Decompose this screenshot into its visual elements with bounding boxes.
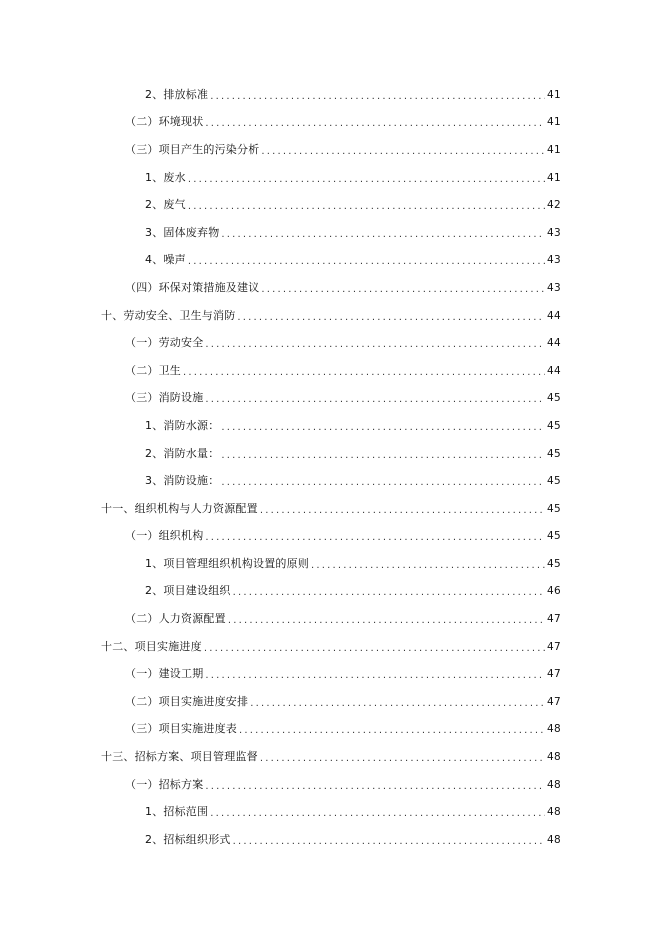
toc-entry-page-number: 48 bbox=[547, 751, 561, 764]
toc-dot-leader bbox=[228, 614, 545, 628]
toc-dot-leader bbox=[221, 421, 545, 435]
toc-entry[interactable] bbox=[0, 578, 662, 606]
toc-entry[interactable] bbox=[0, 826, 662, 854]
toc-dot-leader bbox=[205, 669, 545, 683]
toc-dot-leader bbox=[188, 255, 545, 269]
toc-entry[interactable] bbox=[0, 191, 662, 219]
toc-entry-page-number: 47 bbox=[547, 640, 561, 653]
toc-entry-title: （四）环保对策措施及建议 bbox=[125, 280, 260, 294]
toc-entry[interactable] bbox=[0, 440, 662, 468]
toc-entry-title: （二）环境现状 bbox=[125, 115, 204, 129]
table-of-contents bbox=[0, 81, 662, 854]
toc-dot-leader bbox=[221, 228, 545, 242]
toc-entry[interactable] bbox=[0, 136, 662, 164]
toc-entry-title: 1、废水 bbox=[145, 170, 186, 184]
toc-dot-leader bbox=[205, 338, 545, 352]
toc-entry-page-number: 44 bbox=[547, 337, 561, 350]
toc-dot-leader bbox=[239, 724, 545, 738]
toc-entry-page-number: 44 bbox=[547, 309, 561, 322]
toc-entry-title: 十、劳动安全、卫生与消防 bbox=[101, 308, 236, 322]
toc-entry-page-number: 45 bbox=[547, 530, 561, 543]
toc-entry-title: 2、排放标准 bbox=[145, 87, 209, 101]
toc-entry[interactable] bbox=[0, 495, 662, 523]
toc-entry-page-number: 41 bbox=[547, 88, 561, 101]
toc-entry[interactable] bbox=[0, 771, 662, 799]
toc-dot-leader bbox=[261, 283, 545, 297]
toc-entry[interactable] bbox=[0, 743, 662, 771]
toc-entry[interactable] bbox=[0, 164, 662, 192]
toc-entry[interactable] bbox=[0, 798, 662, 826]
toc-entry[interactable] bbox=[0, 412, 662, 440]
toc-dot-leader bbox=[188, 173, 545, 187]
toc-entry-page-number: 43 bbox=[547, 281, 561, 294]
toc-entry-title: 3、消防设施： bbox=[145, 474, 220, 488]
toc-entry-page-number: 41 bbox=[547, 171, 561, 184]
toc-dot-leader bbox=[260, 752, 545, 766]
toc-entry[interactable] bbox=[0, 247, 662, 275]
toc-entry-title: 3、固体废弃物 bbox=[145, 225, 220, 239]
toc-entry[interactable] bbox=[0, 523, 662, 551]
toc-entry-page-number: 48 bbox=[547, 778, 561, 791]
toc-entry-title: （二）人力资源配置 bbox=[125, 612, 226, 626]
toc-entry-page-number: 45 bbox=[547, 392, 561, 405]
toc-entry[interactable] bbox=[0, 357, 662, 385]
toc-entry-page-number: 45 bbox=[547, 502, 561, 515]
toc-entry[interactable] bbox=[0, 274, 662, 302]
toc-dot-leader bbox=[183, 366, 545, 380]
toc-entry[interactable] bbox=[0, 302, 662, 330]
toc-entry[interactable] bbox=[0, 605, 662, 633]
toc-entry-page-number: 48 bbox=[547, 833, 561, 846]
toc-entry-title: 2、项目建设组织 bbox=[145, 584, 231, 598]
toc-dot-leader bbox=[210, 807, 545, 821]
toc-entry-page-number: 41 bbox=[547, 116, 561, 129]
toc-entry-title: 4、噪声 bbox=[145, 253, 186, 267]
toc-dot-leader bbox=[233, 835, 545, 849]
toc-entry-title: （一）招标方案 bbox=[125, 777, 204, 791]
toc-entry-page-number: 45 bbox=[547, 475, 561, 488]
toc-entry-page-number: 45 bbox=[547, 419, 561, 432]
toc-entry-title: 1、招标范围 bbox=[145, 805, 209, 819]
toc-dot-leader bbox=[205, 531, 545, 545]
toc-dot-leader bbox=[221, 449, 545, 463]
toc-entry[interactable] bbox=[0, 385, 662, 413]
toc-entry-page-number: 42 bbox=[547, 199, 561, 212]
toc-entry[interactable] bbox=[0, 550, 662, 578]
toc-dot-leader bbox=[210, 90, 545, 104]
toc-entry-title: （三）项目产生的污染分析 bbox=[125, 142, 260, 156]
toc-entry-page-number: 48 bbox=[547, 723, 561, 736]
toc-entry-title: （一）建设工期 bbox=[125, 667, 204, 681]
toc-entry-page-number: 47 bbox=[547, 695, 561, 708]
toc-dot-leader bbox=[205, 393, 545, 407]
toc-dot-leader bbox=[205, 117, 545, 131]
toc-entry[interactable] bbox=[0, 688, 662, 716]
toc-entry-title: 2、废气 bbox=[145, 198, 186, 212]
toc-entry-page-number: 43 bbox=[547, 226, 561, 239]
toc-entry[interactable] bbox=[0, 633, 662, 661]
toc-entry-title: 十二、项目实施进度 bbox=[101, 639, 202, 653]
toc-entry-title: 十一、组织机构与人力资源配置 bbox=[101, 501, 258, 515]
toc-entry-page-number: 47 bbox=[547, 668, 561, 681]
toc-dot-leader bbox=[261, 145, 545, 159]
toc-entry-page-number: 43 bbox=[547, 254, 561, 267]
toc-entry-title: （一）组织机构 bbox=[125, 529, 204, 543]
toc-dot-leader bbox=[205, 780, 545, 794]
toc-entry[interactable] bbox=[0, 467, 662, 495]
toc-entry-page-number: 44 bbox=[547, 364, 561, 377]
toc-entry[interactable] bbox=[0, 660, 662, 688]
toc-dot-leader bbox=[237, 311, 545, 325]
toc-entry-title: （二）卫生 bbox=[125, 363, 181, 377]
toc-dot-leader bbox=[311, 559, 545, 573]
toc-entry-title: 2、消防水量： bbox=[145, 446, 220, 460]
toc-entry-title: （三）消防设施 bbox=[125, 391, 204, 405]
toc-entry-title: 1、项目管理组织机构设置的原则 bbox=[145, 556, 309, 570]
toc-entry-page-number: 46 bbox=[547, 585, 561, 598]
toc-dot-leader bbox=[250, 697, 545, 711]
toc-entry-page-number: 41 bbox=[547, 143, 561, 156]
toc-entry-title: 十三、招标方案、项目管理监督 bbox=[101, 750, 258, 764]
toc-dot-leader bbox=[221, 476, 545, 490]
toc-entry[interactable] bbox=[0, 716, 662, 744]
toc-dot-leader bbox=[233, 586, 545, 600]
toc-entry-title: 1、消防水源： bbox=[145, 418, 220, 432]
toc-entry-page-number: 45 bbox=[547, 557, 561, 570]
toc-entry-title: （三）项目实施进度表 bbox=[125, 722, 237, 736]
toc-entry[interactable] bbox=[0, 219, 662, 247]
toc-entry[interactable] bbox=[0, 329, 662, 357]
toc-entry-page-number: 45 bbox=[547, 447, 561, 460]
toc-entry[interactable] bbox=[0, 81, 662, 109]
toc-entry-page-number: 47 bbox=[547, 613, 561, 626]
toc-entry-page-number: 48 bbox=[547, 806, 561, 819]
toc-entry-title: （一）劳动安全 bbox=[125, 336, 204, 350]
toc-dot-leader bbox=[188, 200, 545, 214]
toc-entry[interactable] bbox=[0, 109, 662, 137]
toc-entry-title: 2、招标组织形式 bbox=[145, 832, 231, 846]
toc-dot-leader bbox=[204, 642, 545, 656]
toc-entry-title: （二）项目实施进度安排 bbox=[125, 694, 249, 708]
toc-dot-leader bbox=[260, 504, 545, 518]
